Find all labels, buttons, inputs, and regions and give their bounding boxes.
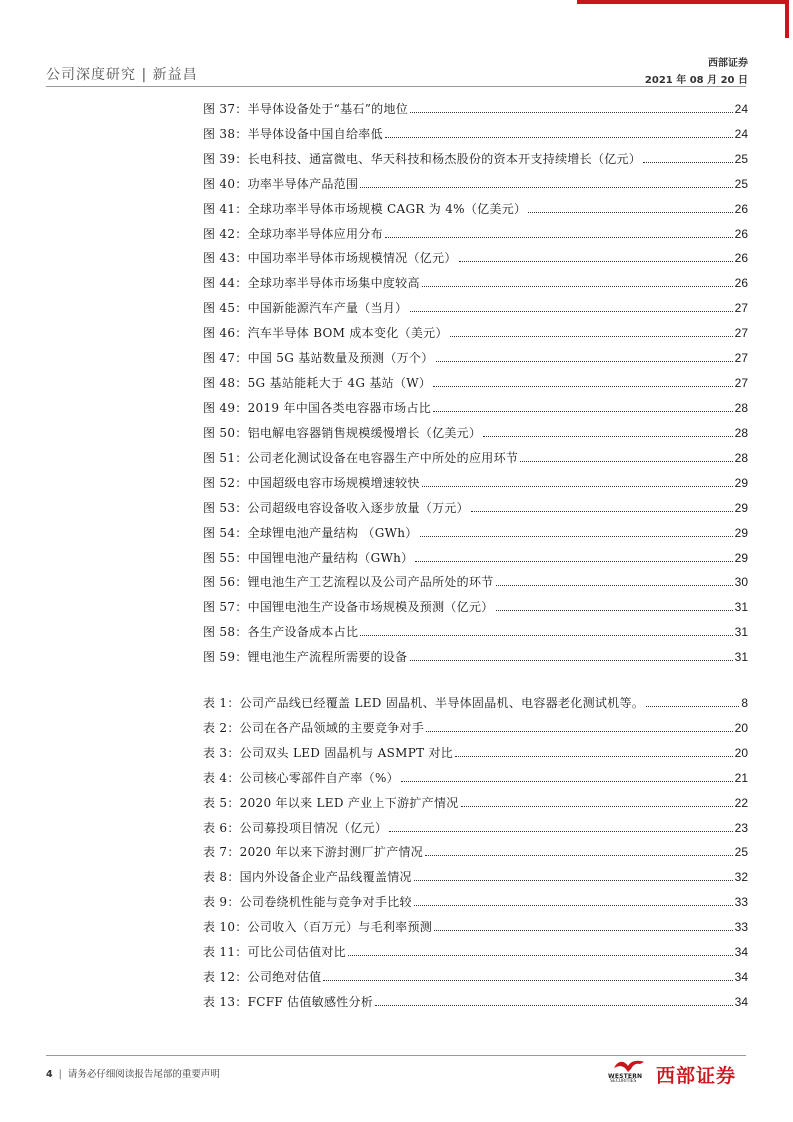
table-index-entry-title: 表 11：可比公司估值对比	[203, 945, 346, 960]
table-index-entry[interactable]	[203, 735, 748, 760]
table-index-entry-title: 表 3：公司双头 LED 固晶机与 ASMPT 对比	[203, 745, 454, 760]
table-index-entry-page-number: 34	[734, 945, 748, 960]
figure-index-entry[interactable]	[203, 440, 748, 465]
table-index-entry[interactable]	[203, 959, 748, 984]
western-securities-emblem-icon	[608, 1058, 652, 1086]
table-index-entry-title: 表 5：2020 年以来 LED 产业上下游扩产情况	[203, 795, 459, 810]
table-index-entry-page-number: 21	[734, 770, 748, 785]
dot-leader	[385, 137, 733, 138]
dot-leader	[410, 112, 733, 113]
table-index-entry[interactable]	[203, 859, 748, 884]
figure-index-entry-title: 图 49：2019 年中国各类电容器市场占比	[203, 400, 432, 415]
figure-index-entry-page-number: 28	[734, 400, 748, 415]
table-index-entry-title: 表 13：FCFF 估值敏感性分析	[203, 994, 374, 1009]
table-index-entry[interactable]	[203, 909, 748, 934]
table-index-entry-title: 表 12：公司绝对估值	[203, 970, 322, 985]
figure-index-entry-title: 图 41：全球功率半导体市场规模 CAGR 为 4%（亿美元）	[203, 201, 527, 216]
figure-index-entry-page-number: 29	[734, 500, 748, 515]
figure-index-entry-page-number: 31	[734, 600, 748, 615]
figure-index-entry-page-number: 27	[734, 351, 748, 366]
dot-leader	[646, 706, 739, 707]
table-index-entry-page-number: 34	[734, 994, 748, 1009]
dot-leader	[461, 806, 733, 807]
figure-index-entry-title: 图 40：功率半导体产品范围	[203, 176, 359, 191]
dot-leader	[528, 212, 732, 213]
dot-leader	[455, 756, 733, 757]
figure-index-entry-title: 图 58：各生产设备成本占比	[203, 625, 359, 640]
table-index-entry[interactable]	[203, 685, 748, 710]
figure-index-entry-page-number: 25	[734, 151, 748, 166]
table-index-entry-page-number: 25	[734, 845, 748, 860]
table-index-entry[interactable]	[203, 835, 748, 860]
header-meta	[645, 54, 748, 86]
table-index-entry-title: 表 1：公司产品线已经覆盖 LED 固晶机、半导体固晶机、电容器老化测试机等。	[203, 695, 645, 710]
figure-index-entry[interactable]	[203, 465, 748, 490]
figure-index-entry-page-number: 25	[734, 176, 748, 191]
figure-index-entry-page-number: 26	[734, 251, 748, 266]
figure-index-entry-page-number: 26	[734, 276, 748, 291]
dot-leader	[434, 930, 733, 931]
table-index-entry-title: 表 8：国内外设备企业产品线覆盖情况	[203, 870, 412, 885]
figure-index-entry[interactable]	[203, 540, 748, 565]
footer-separator: |	[58, 1069, 62, 1080]
dot-leader	[389, 831, 732, 832]
table-index-entry-title: 表 10：公司收入（百万元）与毛利率预测	[203, 920, 433, 935]
dot-leader	[520, 461, 732, 462]
figure-index-entry[interactable]	[203, 216, 748, 241]
figure-index-entry-title: 图 55：中国锂电池产量结构（GWh）	[203, 550, 414, 565]
figure-index-entry[interactable]	[203, 315, 748, 340]
figure-index-entry[interactable]	[203, 166, 748, 191]
figure-index-entry-page-number: 29	[734, 525, 748, 540]
figure-index-entry-title: 图 52：中国超级电容市场规模增速较快	[203, 475, 420, 490]
dot-leader	[360, 635, 732, 636]
footer-divider	[46, 1055, 746, 1056]
table-index-entry-page-number: 34	[734, 970, 748, 985]
figure-index-entry-page-number: 24	[734, 101, 748, 116]
figure-index-entry[interactable]	[203, 565, 748, 590]
header-brand: 西部证券	[708, 58, 748, 69]
figure-index-entry-page-number: 26	[734, 226, 748, 241]
figure-index-entry[interactable]	[203, 515, 748, 540]
disclaimer-text: 请务必仔细阅读报告尾部的重要声明	[67, 1069, 220, 1080]
figure-index-entry[interactable]	[203, 639, 748, 664]
dot-leader	[433, 411, 733, 412]
figure-index-entry[interactable]	[203, 241, 748, 266]
table-index-entry[interactable]	[203, 884, 748, 909]
dot-leader	[426, 731, 732, 732]
figure-index-entry-page-number: 27	[734, 301, 748, 316]
table-index-entry-title: 表 6：公司募投项目情况（亿元）	[203, 820, 388, 835]
dot-leader	[459, 261, 733, 262]
figure-index-entry-page-number: 27	[734, 326, 748, 341]
dot-leader	[422, 286, 733, 287]
table-index-entry[interactable]	[203, 785, 748, 810]
figure-index-entry[interactable]	[203, 141, 748, 166]
figure-index-entry-title: 图 48：5G 基站能耗大于 4G 基站（W）	[203, 376, 432, 391]
figure-index-entry-page-number: 30	[734, 575, 748, 590]
footer-notice	[46, 1066, 220, 1080]
dot-leader	[471, 511, 733, 512]
table-index-entry[interactable]	[203, 710, 748, 735]
figure-index-entry-page-number: 28	[734, 425, 748, 440]
figure-index-entry[interactable]	[203, 290, 748, 315]
table-index-entry[interactable]	[203, 934, 748, 959]
dot-leader	[436, 361, 733, 362]
dot-leader	[414, 880, 733, 881]
logo-chinese-name: 西部证券	[656, 1065, 737, 1087]
figure-index-entry[interactable]	[203, 490, 748, 515]
dot-leader	[496, 585, 733, 586]
figure-index-entry-title: 图 53：公司超级电容设备收入逐步放量（万元）	[203, 500, 469, 515]
figure-index-entry-page-number: 26	[734, 201, 748, 216]
dot-leader	[414, 905, 733, 906]
report-date: 2021 年 08 月 20 日	[644, 75, 748, 86]
table-index-entry[interactable]	[203, 810, 748, 835]
figure-index-entry-title: 图 39：长电科技、通富微电、华天科技和杨杰股份的资本开支持续增长（亿元）	[203, 151, 642, 166]
figure-index-entry-page-number: 31	[734, 625, 748, 640]
figure-index-entry-title: 图 37：半导体设备处于“基石”的地位	[203, 101, 409, 116]
table-index-entry-page-number: 20	[734, 745, 748, 760]
dot-leader	[410, 311, 733, 312]
figure-index-entry[interactable]	[203, 614, 748, 639]
figure-index-entry[interactable]	[203, 191, 748, 216]
dot-leader	[415, 561, 732, 562]
dot-leader	[643, 162, 732, 163]
dot-leader	[483, 436, 732, 437]
figure-index-entry-page-number: 28	[734, 450, 748, 465]
table-index-entry-page-number: 32	[734, 870, 748, 885]
figure-index-entry[interactable]	[203, 265, 748, 290]
header-divider	[46, 86, 746, 87]
dot-leader	[348, 955, 733, 956]
dot-leader	[401, 781, 733, 782]
figure-index-entry-title: 图 57：中国锂电池生产设备市场规模及预测（亿元）	[203, 600, 494, 615]
figure-index-entry-page-number: 29	[734, 475, 748, 490]
table-index-entry[interactable]	[203, 760, 748, 785]
dot-leader	[385, 237, 733, 238]
table-index-entry-page-number: 8	[741, 695, 748, 710]
figure-index-entry-title: 图 59：锂电池生产流程所需要的设备	[203, 650, 408, 665]
dot-leader	[360, 187, 732, 188]
figure-index-entry[interactable]	[203, 340, 748, 365]
figure-index-entry-title: 图 44：全球功率半导体市场集中度较高	[203, 276, 420, 291]
table-index-list	[203, 685, 748, 1009]
page-number: 4	[46, 1069, 53, 1080]
figure-index-entry[interactable]	[203, 390, 748, 415]
figure-index-entry-page-number: 31	[734, 650, 748, 665]
table-index-entry-title: 表 4：公司核心零部件自产率（%）	[203, 770, 399, 785]
figure-index-list	[203, 91, 748, 664]
table-index-entry-page-number: 20	[734, 720, 748, 735]
table-index-entry-title: 表 2：公司在各产品领域的主要竞争对手	[203, 720, 425, 735]
figure-index-entry-title: 图 51：公司老化测试设备在电容器生产中所处的应用环节	[203, 450, 519, 465]
table-index-entry-page-number: 33	[734, 920, 748, 935]
logo-english-sub: SECURITIES	[610, 1079, 637, 1084]
figure-index-entry[interactable]	[203, 589, 748, 614]
figure-index-entry[interactable]	[203, 365, 748, 390]
logo-english-name: WESTERN	[608, 1073, 643, 1080]
dot-leader	[323, 980, 732, 981]
dot-leader	[410, 660, 733, 661]
dot-leader	[420, 536, 733, 537]
dot-leader	[422, 486, 733, 487]
figure-index-entry[interactable]	[203, 116, 748, 141]
figure-index-entry[interactable]	[203, 91, 748, 116]
figure-index-entry-title: 图 50：铝电解电容器销售规模缓慢增长（亿美元）	[203, 425, 482, 440]
figure-index-entry-title: 图 43：中国功率半导体市场规模情况（亿元）	[203, 251, 457, 266]
figure-index-entry-page-number: 29	[734, 550, 748, 565]
table-index-entry[interactable]	[203, 984, 748, 1009]
figure-index-entry-title: 图 54：全球锂电池产量结构 （GWh）	[203, 525, 418, 540]
dot-leader	[375, 1005, 732, 1006]
figure-index-entry-title: 图 45：中国新能源汽车产量（当月）	[203, 301, 408, 316]
header-corner-bracket	[577, 0, 789, 38]
figure-index-entry-page-number: 27	[734, 376, 748, 391]
table-index-entry-title: 表 7：2020 年以来下游封测厂扩产情况	[203, 845, 424, 860]
figure-index-entry-page-number: 24	[734, 126, 748, 141]
dot-leader	[433, 386, 732, 387]
figure-index-entry-title: 图 42：全球功率半导体应用分布	[203, 226, 383, 241]
report-type-title: 公司深度研究 | 新益昌	[46, 67, 198, 83]
figure-index-entry-title: 图 38：半导体设备中国自给率低	[203, 126, 383, 141]
company-logo	[608, 1058, 748, 1086]
figure-index-entry-title: 图 46：汽车半导体 BOM 成本变化（美元）	[203, 326, 448, 341]
table-index-entry-page-number: 22	[734, 795, 748, 810]
table-index-entry-title: 表 9：公司卷绕机性能与竞争对手比较	[203, 895, 412, 910]
table-index-entry-page-number: 33	[734, 895, 748, 910]
figure-index-entry[interactable]	[203, 415, 748, 440]
dot-leader	[496, 610, 733, 611]
figure-index-entry-title: 图 47：中国 5G 基站数量及预测（万个）	[203, 351, 434, 366]
dot-leader	[425, 855, 733, 856]
table-index-entry-page-number: 23	[734, 820, 748, 835]
figure-index-entry-title: 图 56：锂电池生产工艺流程以及公司产品所处的环节	[203, 575, 494, 590]
dot-leader	[450, 336, 733, 337]
